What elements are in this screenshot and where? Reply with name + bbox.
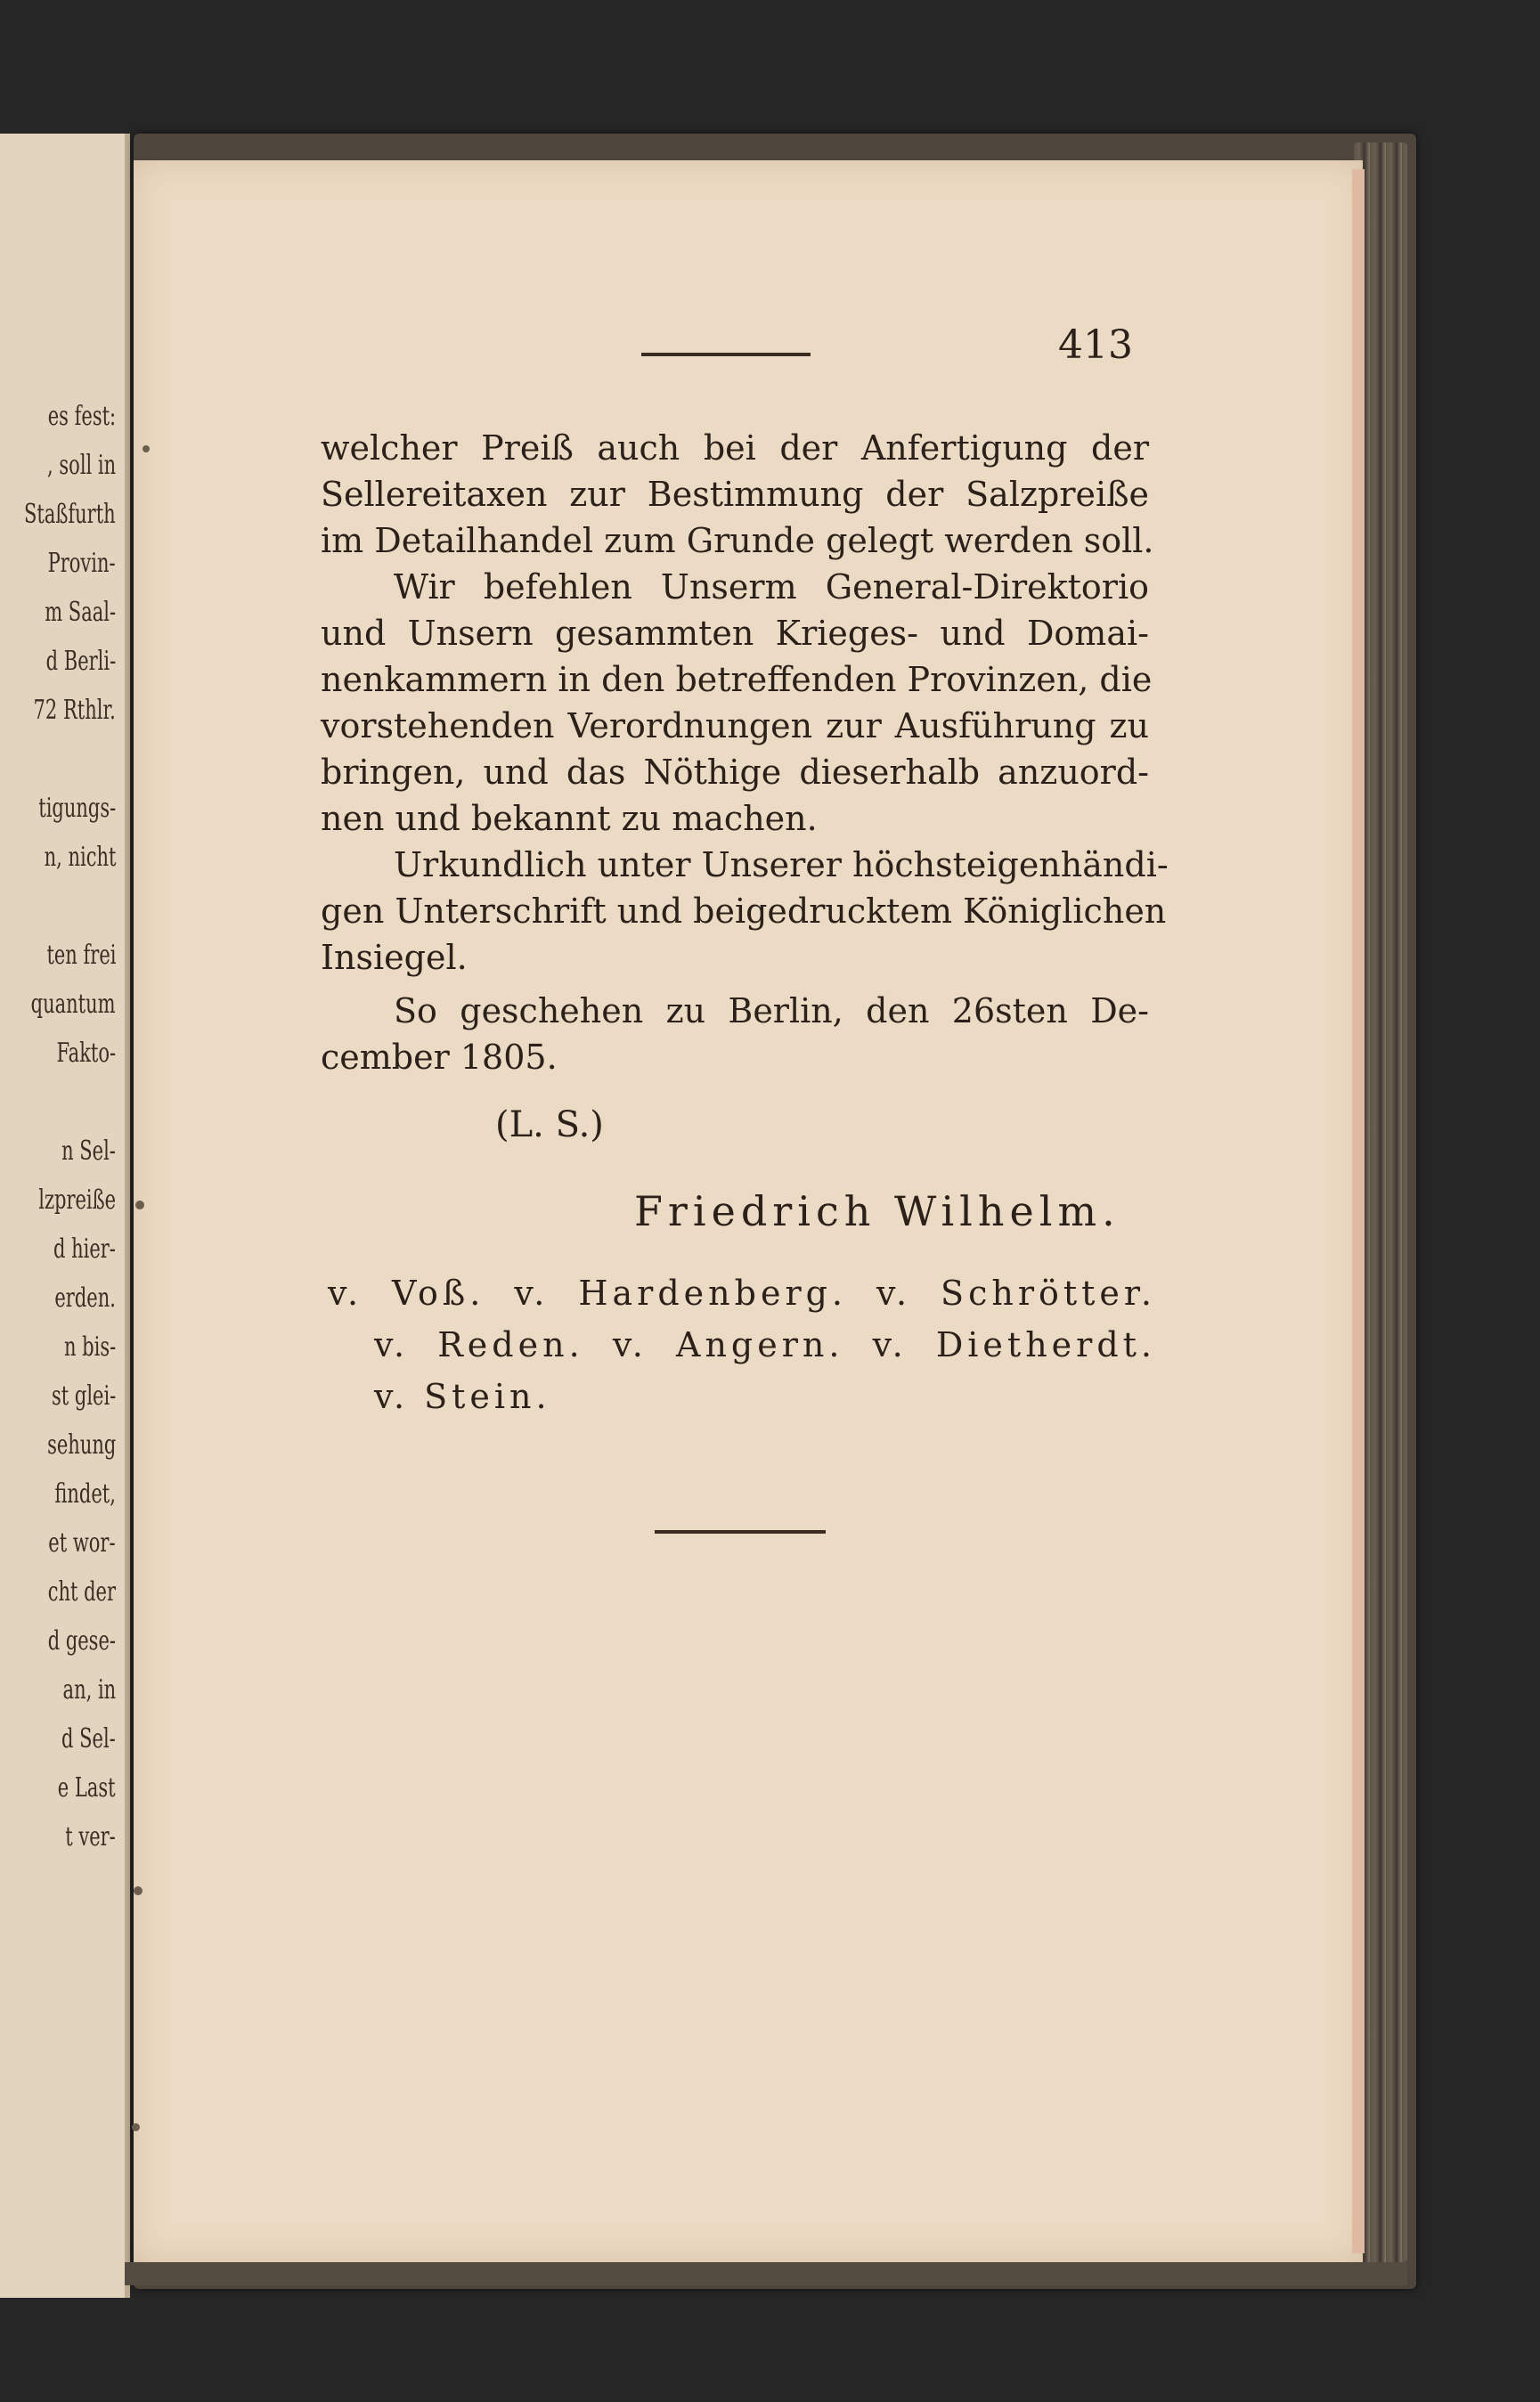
left-page-fragment: n bis- (63, 1331, 116, 1363)
left-page-fragment: d Berli- (45, 646, 116, 677)
closing-rule (655, 1530, 826, 1534)
left-page-fragment: 72 Rthlr. (33, 695, 116, 726)
left-page-fragment: Fakto- (56, 1038, 116, 1069)
text-line: vorstehenden Verordnungen zur Ausführung zu (321, 706, 1149, 745)
left-page-fragment: d gese- (47, 1625, 116, 1657)
text-line: nen und bekannt zu machen. (321, 799, 818, 838)
left-page-fragment: es fest: (47, 401, 116, 432)
left-page-fragment: findet, (54, 1478, 116, 1510)
text-line: Insiegel. (321, 938, 468, 977)
header-rule (641, 353, 811, 356)
text-line: gen Unterschrift und beigedrucktem Königlichen (321, 892, 1167, 931)
book-cover-bottom (125, 2262, 1407, 2285)
left-page-fragment: n Sel- (61, 1136, 116, 1167)
text-line: Wir befehlen Unserm General-Direktorio (394, 567, 1149, 607)
left-page-fragment: e Last (58, 1772, 116, 1804)
paper-speck (132, 2123, 140, 2131)
text-line: Sellereitaxen zur Bestimmung der Salzpreiße (321, 475, 1149, 514)
text-line: So geschehen zu Berlin, den 26sten De- (394, 991, 1149, 1030)
left-page-fragment: , soll in (46, 450, 116, 481)
left-page-fragment: ten frei (45, 940, 116, 971)
minister-line: v. Reden. v. Angern. v. Dietherdt. (374, 1325, 1156, 1364)
left-page-fragment: t ver- (65, 1821, 116, 1852)
text-line: cember 1805. (321, 1038, 558, 1077)
paper-speck (135, 1201, 144, 1209)
royal-signature: Friedrich Wilhelm. (634, 1187, 1120, 1235)
left-page-fragment: d hier- (53, 1234, 116, 1265)
text-line: Urkundlich unter Unserer höchsteigenhändi- (394, 845, 1169, 884)
left-page-fragment: tigungs- (38, 793, 116, 824)
left-page-fragment: st glei- (51, 1380, 116, 1412)
left-page-fragment: lzpreiße (38, 1185, 116, 1216)
paper-speck (143, 445, 150, 452)
page-number: 413 (1058, 322, 1133, 368)
text-line: und Unsern gesammten Krieges- und Domai- (321, 614, 1149, 653)
left-page-fragment: m Saal- (45, 597, 116, 628)
text-line: im Detailhandel zum Grunde gelegt werden soll. (321, 521, 1154, 560)
paper-speck (134, 1886, 143, 1895)
left-page-fragment: d Sel- (61, 1723, 116, 1755)
minister-line: v. Stein. (374, 1377, 551, 1416)
text-line: bringen, und das Nöthige dieserhalb anzuord- (321, 753, 1149, 792)
left-page-fragment: erden. (54, 1282, 116, 1314)
left-page-fragment: an, in (62, 1674, 116, 1706)
left-page-fragment: sehung (46, 1429, 116, 1461)
text-line: nenkammern in den betreffenden Provinzen, die (321, 660, 1153, 699)
left-page-fragment: Staßfurth (24, 499, 116, 530)
left-page-strip (0, 134, 130, 2298)
minister-line: v. Voß. v. Hardenberg. v. Schrötter. (328, 1274, 1156, 1313)
left-page-fragment: n, nicht (44, 842, 116, 873)
left-page-fragment: et wor- (48, 1527, 116, 1559)
text-line: welcher Preiß auch bei der Anfertigung der (321, 428, 1149, 468)
page-edge (1352, 169, 1365, 2253)
left-page-fragment: Provin- (47, 548, 116, 579)
left-page-fragment: quantum (31, 989, 116, 1020)
seal-mark: (L. S.) (495, 1104, 604, 1145)
left-page-fragment: cht der (47, 1576, 116, 1608)
